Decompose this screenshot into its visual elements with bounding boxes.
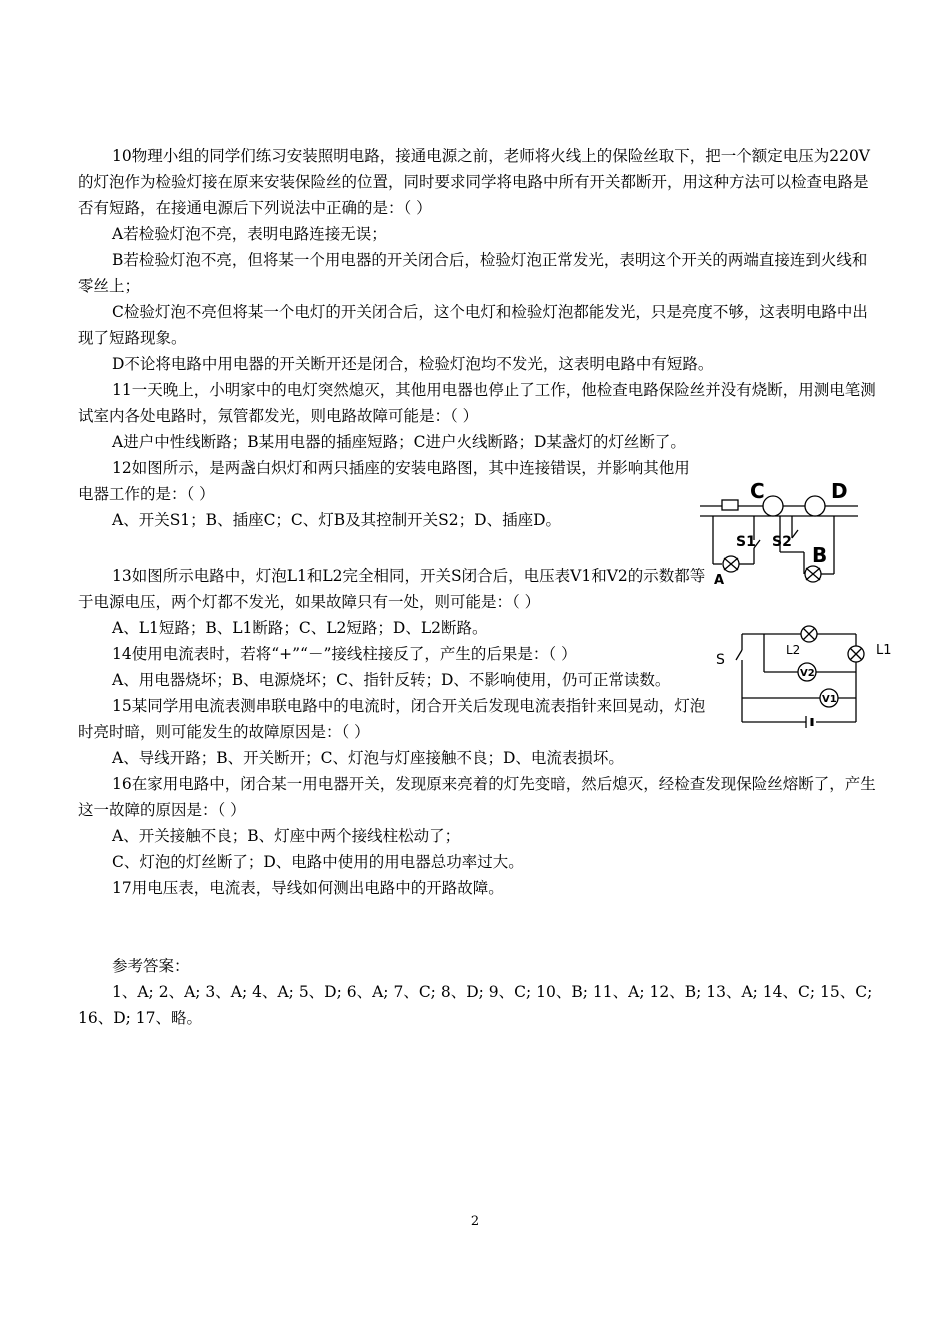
q13-stem: 13如图所示电路中，灯泡L1和L2完全相同，开关S闭合后，电压表V1和V2的示数都等于电源电压，两个灯都不发光，如果故障只有一处，则可能是：（ ） bbox=[78, 567, 706, 611]
label-s: S bbox=[716, 652, 725, 668]
label-v1: V1 bbox=[822, 694, 837, 705]
label-a: A bbox=[714, 573, 725, 588]
q17-stem: 17用电压表，电流表，导线如何测出电路中的开路故障。 bbox=[112, 879, 504, 897]
q13-options: A、L1短路；B、L1断路；C、L2短路；D、L2断路。 bbox=[112, 619, 488, 637]
answers-heading: 参考答案： bbox=[112, 957, 190, 975]
q12-options: A、开关S1；B、插座C；C、灯B及其控制开关S2；D、插座D。 bbox=[112, 511, 562, 529]
q12-circuit-diagram bbox=[700, 478, 860, 588]
q11-options: A进户中性线断路；B某用电器的插座短路；C进户火线断路；D某盏灯的灯丝断了。 bbox=[112, 433, 686, 451]
label-v2: V2 bbox=[800, 668, 815, 679]
answers-text: 1、A; 2、A; 3、A; 4、A; 5、D; 6、A; 7、C; 8、D; 9、C; 10、B; 11、A; 12、B; 13、A; 14、C; 15、C; 16、D; 17、略。 bbox=[78, 983, 873, 1027]
q15-stem: 15某同学用电流表测串联电路中的电流时，闭合开关后发现电流表指针来回晃动，灯泡时亮时暗，则可能发生的故障原因是：（ ） bbox=[78, 697, 706, 741]
label-l2: L2 bbox=[786, 643, 801, 657]
q16-stem: 16在家用电路中，闭合某一用电器开关，发现原来亮着的灯先变暗，然后熄灭，经检查发现保险丝熔断了，产生这一故障的原因是：（ ） bbox=[78, 775, 876, 819]
q16-option-cd: C、灯泡的灯丝断了；D、电路中使用的用电器总功率过大。 bbox=[112, 853, 524, 871]
q10-option-d: D不论将电路中用电器的开关断开还是闭合，检验灯泡均不发光，这表明电路中有短路。 bbox=[112, 355, 714, 373]
q14-stem: 14使用电流表时，若将“+”“－”接线柱接反了，产生的后果是：（ ） bbox=[112, 645, 577, 663]
q16-option-ab: A、开关接触不良；B、灯座中两个接线柱松动了； bbox=[112, 827, 461, 845]
label-l1: L1 bbox=[876, 643, 892, 658]
q10-option-a: A若检验灯泡不亮，表明电路连接无误； bbox=[112, 225, 387, 243]
label-s1: S1 bbox=[736, 534, 756, 550]
q10-stem: 10物理小组的同学们练习安装照明电路，接通电源之前，老师将火线上的保险丝取下，把一个额定电压为220V的灯泡作为检验灯接在原来安装保险丝的位置，同时要求同学将电路中所有开关都断开，用这种方法可以检查电路是否有短路，在接通电源后下列说法中正确的是：（ ） bbox=[78, 147, 871, 217]
label-b: B bbox=[812, 543, 828, 567]
q15-options: A、导线开路；B、开关断开；C、灯泡与灯座接触不良；D、电流表损坏。 bbox=[112, 749, 624, 767]
q11-stem: 11一天晚上，小明家中的电灯突然熄灭，其他用电器也停止了工作，他检查电路保险丝并没有烧断，用测电笔测试室内各处电路时，氖管都发光，则电路故障可能是：（ ） bbox=[78, 381, 876, 425]
label-d: D bbox=[831, 479, 848, 503]
q10-option-b: B若检验灯泡不亮，但将某一个用电器的开关闭合后，检验灯泡正常发光，表明这个开关的两端直接连到火线和零丝上； bbox=[78, 251, 868, 295]
q10-option-c: C检验灯泡不亮但将某一个电灯的开关闭合后，这个电灯和检验灯泡都能发光，只是亮度不够，这表明电路中出现了短路现象。 bbox=[78, 303, 868, 347]
q14-options: A、用电器烧坏；B、电源烧坏；C、指针反转；D、不影响使用，仍可正常读数。 bbox=[112, 671, 671, 689]
q13-circuit-diagram bbox=[716, 620, 902, 732]
label-s2: S2 bbox=[772, 534, 792, 550]
page-number: 2 bbox=[470, 1214, 480, 1229]
q12-stem: 12如图所示，是两盏白炽灯和两只插座的安装电路图，其中连接错误，并影响其他用电器工作的是：（ ） bbox=[78, 459, 690, 503]
label-c: C bbox=[750, 479, 765, 503]
